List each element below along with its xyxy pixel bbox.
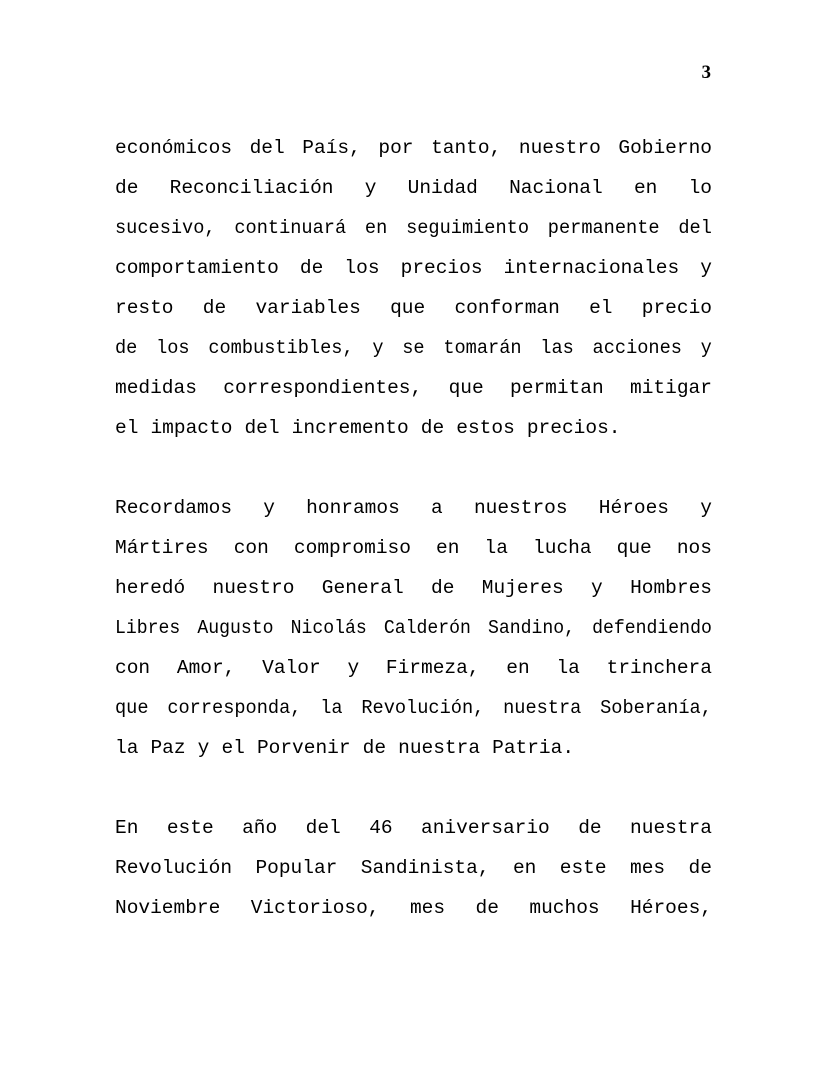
word: Firmeza, (385, 657, 480, 679)
text-line (115, 168, 712, 208)
word: este (559, 857, 607, 879)
word: Revolución, (361, 697, 485, 719)
text-line (115, 848, 712, 888)
word: y (700, 257, 712, 279)
word: la (556, 657, 580, 679)
word: sucesivo, (115, 217, 216, 239)
text-line (115, 248, 712, 288)
text-line (115, 688, 712, 728)
word: Unidad (407, 177, 478, 199)
word: nuestra (630, 817, 712, 839)
word: defendiendo (592, 617, 712, 639)
text-line (115, 728, 712, 768)
word: Hombres (630, 577, 712, 599)
text-line (115, 648, 712, 688)
word: heredó (115, 577, 186, 599)
word: permitan (510, 377, 604, 399)
word: con (115, 657, 151, 679)
word: las (540, 337, 574, 359)
word: 46 (369, 817, 393, 839)
text-line (115, 528, 712, 568)
word: medidas (115, 377, 197, 399)
word: nuestra (398, 737, 481, 759)
word: internacionales (503, 257, 680, 279)
word: de (362, 737, 387, 759)
text-line (115, 408, 712, 448)
word: conforman (454, 297, 560, 319)
word: y (372, 337, 384, 359)
word: Sandinista, (360, 857, 490, 879)
word: del (678, 217, 712, 239)
word: de (202, 297, 227, 319)
word: precios. (526, 417, 621, 439)
text-line (115, 328, 712, 368)
text-line (115, 368, 712, 408)
word: del (244, 417, 280, 439)
word: de (115, 337, 138, 359)
word: Augusto (197, 617, 274, 639)
word: mes (409, 897, 446, 919)
word: seguimiento (406, 217, 530, 239)
paragraph-3 (115, 808, 712, 928)
word: este (166, 817, 214, 839)
word: y (197, 737, 210, 759)
word: Nicolás (290, 617, 367, 639)
word: permanente (547, 217, 660, 239)
word: de (420, 417, 445, 439)
word: nos (676, 537, 712, 559)
word: Gobierno (618, 137, 712, 159)
word: Reconciliación (169, 177, 334, 199)
word: Soberanía, (600, 697, 712, 719)
word: Mujeres (481, 577, 564, 599)
word: combustibles, (208, 337, 354, 359)
word: la (320, 697, 343, 719)
word: trinchera (606, 657, 712, 679)
word: Sandino, (487, 617, 576, 639)
word: precio (641, 297, 712, 319)
word: Revolución (115, 857, 233, 879)
word: Héroes, (630, 897, 712, 919)
word: impacto (150, 417, 233, 439)
word: de (578, 817, 602, 839)
word: de (688, 857, 712, 879)
word: que (390, 297, 426, 319)
word: Noviembre (115, 897, 221, 919)
text-line (115, 888, 712, 928)
word: y (364, 177, 377, 199)
word: en (436, 537, 460, 559)
word: Patria. (492, 737, 575, 759)
word: lucha (533, 537, 592, 559)
word: Calderón (383, 617, 471, 639)
word: en (633, 177, 658, 199)
word: año (242, 817, 278, 839)
word: del (249, 137, 285, 159)
text-line (115, 208, 712, 248)
word: estos (456, 417, 515, 439)
word: que (115, 697, 149, 719)
word: el (115, 417, 139, 439)
word: En (115, 817, 139, 839)
word: nuestra (503, 697, 582, 719)
word: honramos (306, 497, 400, 519)
word: nuestros (473, 497, 568, 519)
word: en (364, 217, 388, 239)
word: nuestro (212, 577, 295, 599)
word: nuestro (518, 137, 601, 159)
word: en (506, 657, 530, 679)
page-number: 3 (701, 62, 711, 83)
word: comportamiento (115, 257, 279, 279)
word: de (115, 177, 139, 199)
word: precios (400, 257, 483, 279)
word: variables (255, 297, 361, 319)
paragraph-2 (115, 488, 712, 768)
word: que (616, 537, 652, 559)
text-line (115, 568, 712, 608)
text-line (115, 488, 712, 528)
word: de (475, 897, 499, 919)
word: los (156, 337, 190, 359)
word: la (484, 537, 508, 559)
word: Popular (255, 857, 338, 879)
word: de (299, 257, 324, 279)
word: y (591, 577, 603, 599)
word: en (512, 857, 537, 879)
word: acciones (592, 337, 682, 359)
word: Paz (150, 737, 186, 759)
word: Héroes (598, 497, 669, 519)
word: que (448, 377, 484, 399)
text-line (115, 608, 712, 648)
word: se (402, 337, 425, 359)
word: aniversario (421, 817, 550, 839)
word: de (431, 577, 455, 599)
word: correspondientes, (223, 377, 423, 399)
word: continuará (234, 217, 347, 239)
word: mitigar (630, 377, 712, 399)
word: Amor, (176, 657, 236, 679)
word: el (221, 737, 245, 759)
word: y (700, 337, 712, 359)
text-line (115, 808, 712, 848)
word: incremento (291, 417, 409, 439)
word: con (233, 537, 269, 559)
paragraph-1 (115, 128, 712, 448)
text-line (115, 288, 712, 328)
text-line (115, 128, 712, 168)
word: corresponda, (167, 697, 302, 719)
word: Recordamos (115, 497, 233, 519)
word: y (700, 497, 712, 519)
word: Porvenir (256, 737, 351, 759)
word: compromiso (293, 537, 411, 559)
word: mes (630, 857, 666, 879)
word: General (321, 577, 404, 599)
word: Valor (262, 657, 321, 679)
word: por (378, 137, 414, 159)
word: muchos (529, 897, 600, 919)
word: y (263, 497, 275, 519)
word: tanto, (431, 137, 502, 159)
word: los (344, 257, 380, 279)
document-body (115, 128, 712, 928)
word: País, (302, 137, 361, 159)
word: Libres (115, 617, 181, 639)
word: lo (688, 177, 712, 199)
word: resto (115, 297, 174, 319)
word: Victorioso, (250, 897, 380, 919)
word: el (589, 297, 613, 319)
word: tomarán (443, 337, 522, 359)
word: la (115, 737, 139, 759)
word: del (305, 817, 341, 839)
word: a (431, 497, 443, 519)
word: Nacional (509, 177, 603, 199)
word: y (347, 657, 360, 679)
word: económicos (115, 137, 233, 159)
word: Mártires (115, 537, 209, 559)
